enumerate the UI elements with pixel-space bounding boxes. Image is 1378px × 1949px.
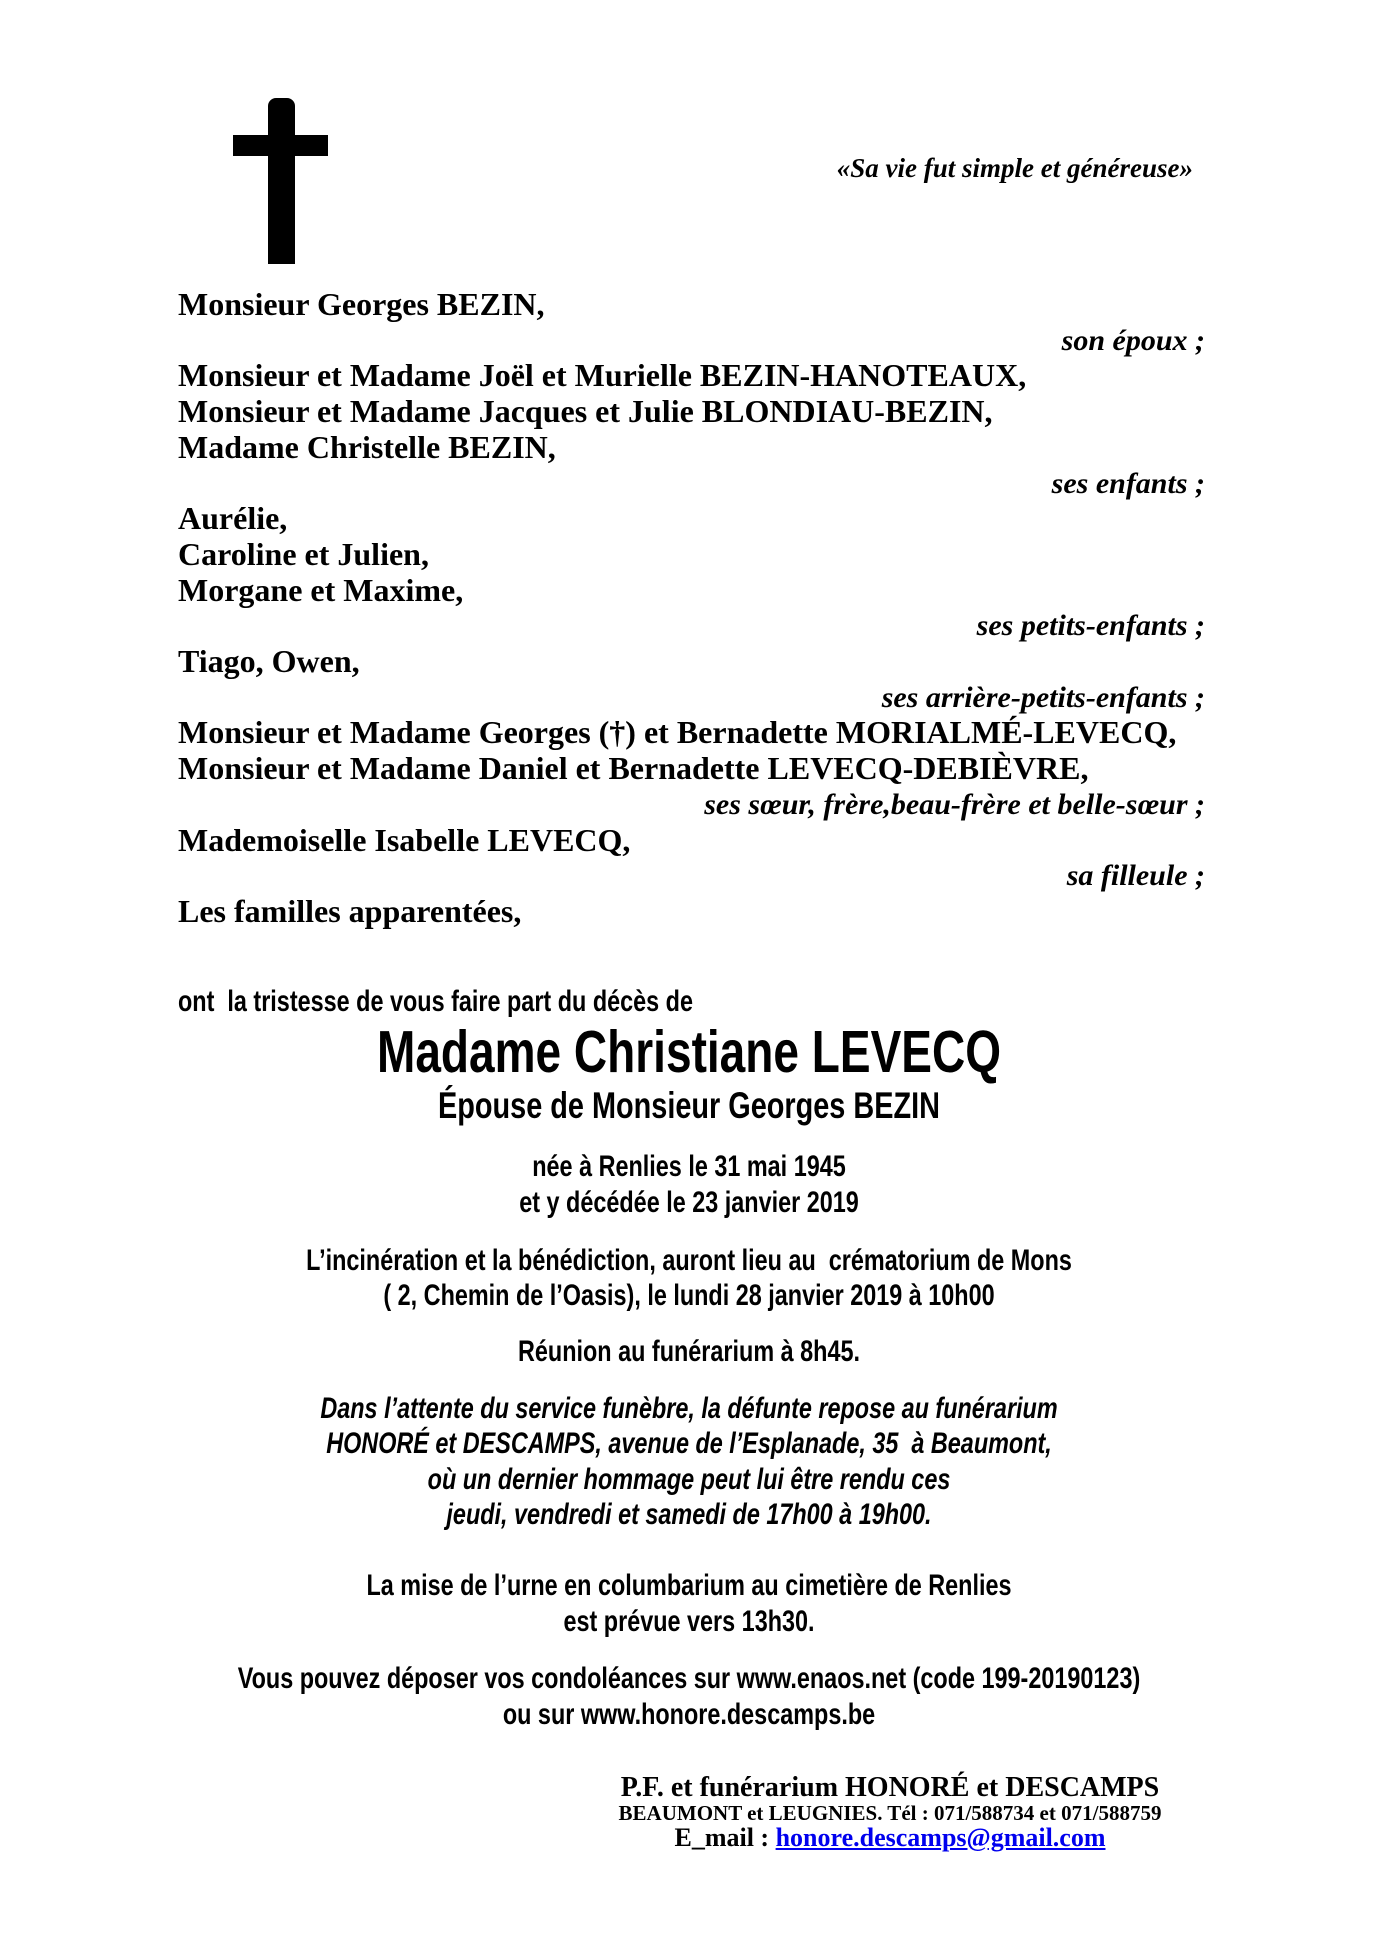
ceremony-line-1: L’incinération et la bénédiction, auront lieu au crématorium de Mons xyxy=(306,1244,1072,1277)
family-member-line: Madame Christelle BEZIN, xyxy=(178,428,556,465)
repose-line-1: Dans l’attente du service funèbre, la défunte repose au funérarium xyxy=(320,1392,1058,1425)
family-member-line: Monsieur et Madame Georges (†) et Bernadette MORIALMÉ-LEVECQ, xyxy=(178,714,1177,751)
spouse-line: Épouse de Monsieur Georges BEZIN xyxy=(438,1085,940,1126)
relation-label: ses sœur, frère,beau-frère et belle-sœur ; xyxy=(704,787,1205,821)
family-member-line: Les familles apparentées, xyxy=(178,892,522,929)
birth-line: née à Renlies le 31 mai 1945 xyxy=(532,1150,846,1183)
urn-line-2: est prévue vers 13h30. xyxy=(563,1605,815,1638)
condolences-line-1: Vous pouvez déposer vos condoléances sur www.enaos.net (code 199-20190123) xyxy=(237,1662,1141,1695)
family-member-line: Mademoiselle Isabelle LEVECQ, xyxy=(178,821,631,858)
announcement-intro: ont la tristesse de vous faire part du décès de xyxy=(178,985,693,1018)
repose-line-3: où un dernier hommage peut lui être rendu ces xyxy=(427,1463,951,1496)
family-member-line: Monsieur et Madame Jacques et Julie BLONDIAU-BEZIN, xyxy=(178,393,993,430)
relation-label: sa filleule ; xyxy=(1066,859,1205,893)
email-link[interactable]: honore.descamps@gmail.com xyxy=(775,1823,1106,1852)
repose-line-4: jeudi, vendredi et samedi de 17h00 à 19h00. xyxy=(446,1498,932,1531)
funeral-home-email-line xyxy=(390,1823,1378,1853)
meeting-line: Réunion au funérarium à 8h45. xyxy=(518,1335,860,1368)
family-member-line: Monsieur Georges BEZIN, xyxy=(178,286,545,322)
funeral-home-contact: BEAUMONT et LEUGNIES. Tél : 071/588734 et 071/588759 xyxy=(618,1801,1162,1825)
family-member-line: Monsieur et Madame Joël et Murielle BEZIN-HANOTEAUX, xyxy=(178,357,1027,394)
family-member-line: Caroline et Julien, xyxy=(178,535,429,572)
relation-label: ses arrière-petits-enfants ; xyxy=(881,680,1205,714)
repose-line-2: HONORÉ et DESCAMPS, avenue de l’Esplanade, 35 à Beaumont, xyxy=(326,1427,1052,1460)
funeral-home-name: P.F. et funérarium HONORÉ et DESCAMPS xyxy=(620,1772,1160,1803)
epitaph-quote: «Sa vie fut simple et généreuse» xyxy=(836,153,1193,183)
relation-label: ses petits-enfants ; xyxy=(976,609,1205,643)
family-member-line: Aurélie, xyxy=(178,500,288,537)
deceased-name: Madame Christiane LEVECQ xyxy=(377,1019,1001,1085)
urn-line-1: La mise de l’urne en columbarium au cimetière de Renlies xyxy=(366,1569,1012,1602)
death-line: et y décédée le 23 janvier 2019 xyxy=(519,1186,859,1219)
family-member-line: Tiago, Owen, xyxy=(178,643,360,680)
ceremony-line-2: ( 2, Chemin de l’Oasis), le lundi 28 janvier 2019 à 10h00 xyxy=(383,1279,995,1312)
mourners-list xyxy=(178,287,1205,930)
relation-label: son époux ; xyxy=(1061,323,1205,357)
family-member-line: Monsieur et Madame Daniel et Bernadette LEVECQ-DEBIÈVRE, xyxy=(178,750,1089,787)
family-member-line: Morgane et Maxime, xyxy=(178,571,464,608)
relation-label: ses enfants ; xyxy=(1051,466,1205,500)
email-label: E_mail : xyxy=(674,1823,776,1852)
condolences-line-2: ou sur www.honore.descamps.be xyxy=(502,1698,876,1731)
